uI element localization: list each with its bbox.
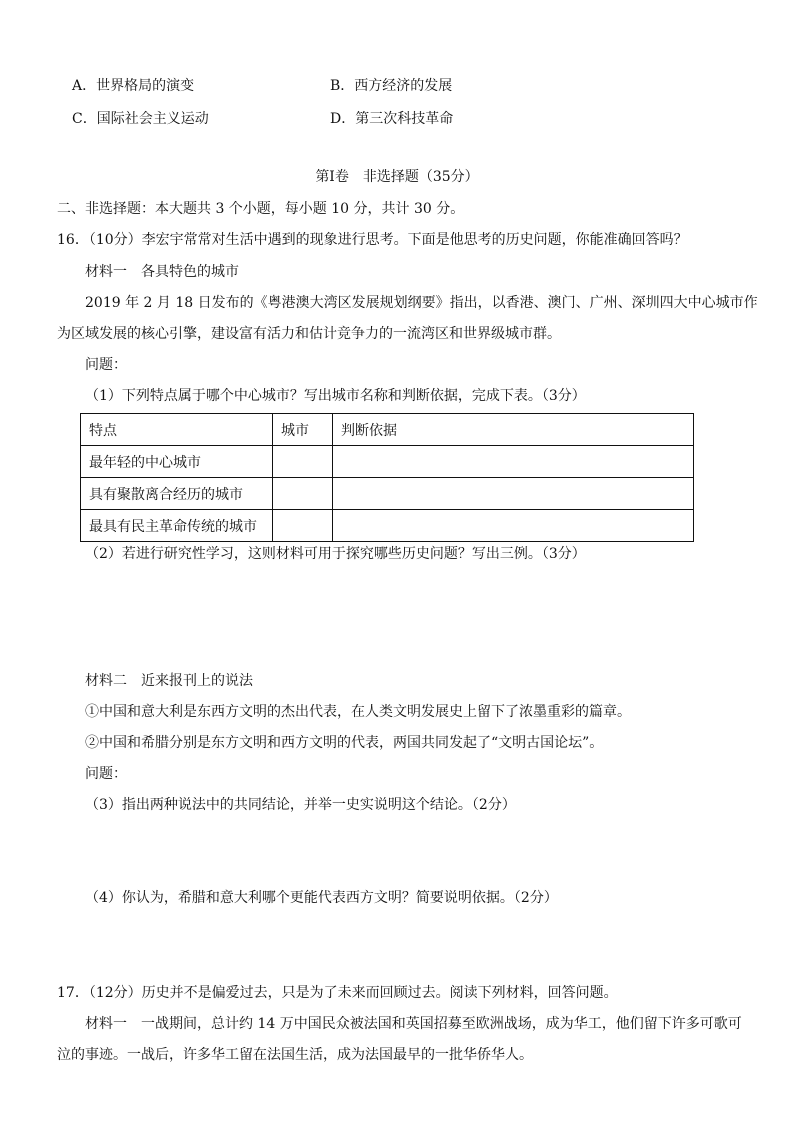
q16-sub4: （4）你认为，希腊和意大利哪个更能代表西方文明？简要说明依据。（2分） <box>85 890 558 906</box>
option-a: A．世界格局的演变 <box>72 78 195 94</box>
table-cell-basis[interactable] <box>333 446 694 478</box>
answer-table <box>80 413 694 542</box>
q16-question-label: 问题： <box>85 357 127 373</box>
q17-material1-line1: 材料一 一战期间，总计约 14 万中国民众被法国和英国招募至欧洲战场，成为华工，他们留下许多可歌可 <box>85 1016 742 1032</box>
table-cell-basis[interactable] <box>333 478 694 510</box>
option-d: D．第三次科技革命 <box>330 111 454 127</box>
table-cell-city[interactable] <box>273 446 333 478</box>
q17-material1-line2: 泣的事迹。一战后，许多华工留在法国生活，成为法国最早的一批华侨华人。 <box>57 1047 533 1063</box>
q16-sub1: （1）下列特点属于哪个中心城市？写出城市名称和判断依据，完成下表。（3分） <box>85 388 586 404</box>
table-cell-basis[interactable] <box>333 510 694 542</box>
q16-material2-title: 材料二 近来报刊上的说法 <box>85 673 253 689</box>
table-row <box>81 446 694 478</box>
q16-statement1: ①中国和意大利是东西方文明的杰出代表，在人类文明发展史上留下了浓墨重彩的篇章。 <box>85 704 631 720</box>
table-row <box>81 510 694 542</box>
table-header-cell: 判断依据 <box>333 414 694 446</box>
q16-material1-line1: 2019 年 2 月 18 日发布的《粤港澳大湾区发展规划纲要》指出，以香港、澳门、广州、深圳四大中心城市作 <box>85 295 758 311</box>
table-row <box>81 478 694 510</box>
option-b: B．西方经济的发展 <box>330 78 453 94</box>
table-cell-city[interactable] <box>273 478 333 510</box>
q16-sub2: （2）若进行研究性学习，这则材料可用于探究哪些历史问题？写出三例。（3分） <box>85 546 586 562</box>
table-cell-city[interactable] <box>273 510 333 542</box>
table-header-row <box>81 414 694 446</box>
table-header-cell: 城市 <box>273 414 333 446</box>
q16-material1-title: 材料一 各具特色的城市 <box>85 264 239 280</box>
q16-sub3: （3）指出两种说法中的共同结论，并举一史实说明这个结论。（2分） <box>85 797 516 813</box>
q16-stem: 16．（10分）李宏宇常常对生活中遇到的现象进行思考。下面是他思考的历史问题，你能准确回答吗？ <box>57 232 688 248</box>
q16-material1-line2: 为区域发展的核心引擎，建设富有活力和估计竞争力的一流湾区和世界级城市群。 <box>57 326 561 342</box>
table-cell-feature: 最年轻的中心城市 <box>81 446 273 478</box>
section-heading: 二、非选择题：本大题共 3 个小题，每小题 10 分，共计 30 分。 <box>57 201 465 217</box>
section-title: 第Ⅰ卷 非选择题（35分） <box>315 169 479 185</box>
q16-question-label2: 问题： <box>85 766 127 782</box>
table-cell-feature: 最具有民主革命传统的城市 <box>81 510 273 542</box>
q17-stem: 17．（12分）历史并不是偏爱过去，只是为了未来而回顾过去。阅读下列材料，回答问题。 <box>57 985 618 1001</box>
option-c: C．国际社会主义运动 <box>72 111 209 127</box>
table-cell-feature: 具有聚散离合经历的城市 <box>81 478 273 510</box>
q16-statement2: ②中国和希腊分别是东方文明和西方文明的代表，两国共同发起了“文明古国论坛”。 <box>85 735 604 751</box>
table-header-cell: 特点 <box>81 414 273 446</box>
